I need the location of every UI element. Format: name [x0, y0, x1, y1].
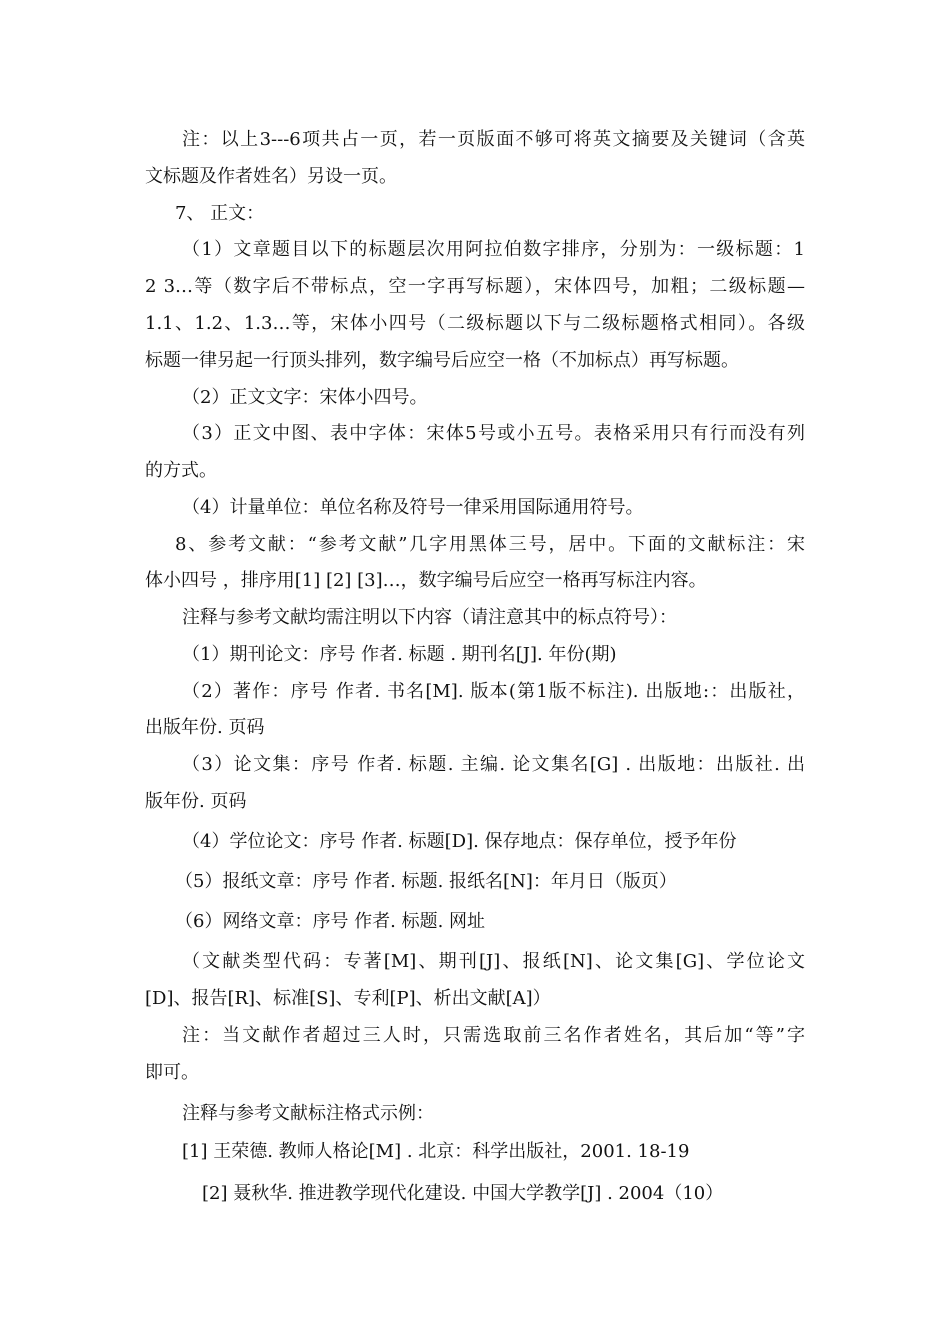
ref-intro-line: 注释与参考文献均需注明以下内容（请注意其中的标点符号）：	[182, 607, 677, 628]
item-4-line: （4）计量单位：单位名称及符号一律采用国际通用符号。	[182, 497, 644, 518]
type-codes-line-2: [D]、报告[R]、标准[S]、专利[P]、析出文献[A]）	[145, 988, 551, 1009]
item-2-line: （2）正文文字：宋体小四号。	[182, 387, 428, 408]
example-ref-1: [1] 王荣德. 教师人格论[M] . 北京：科学出版社，2001. 18-19	[182, 1141, 690, 1162]
note-line-1: 注：以上3---6项共占一页，若一页版面不够可将英文摘要及关键词（含英	[182, 129, 805, 150]
type-codes-line-1: （文献类型代码：专著[M]、期刊[J]、报纸[N]、论文集[G]、学位论文	[182, 951, 805, 972]
ref-book-line-2: 出版年份. 页码	[145, 717, 265, 738]
author-note-line-1: 注：当文献作者超过三人时，只需选取前三名作者姓名，其后加“等”字	[182, 1025, 805, 1046]
note-line-2: 文标题及作者姓名）另设一页。	[145, 166, 397, 187]
ref-collection-line-2: 版年份. 页码	[145, 791, 247, 812]
ref-thesis-line: （4）学位论文：序号 作者. 标题[D]. 保存地点：保存单位，授予年份	[182, 831, 737, 852]
item-1-line-3: 1.1、1.2、1.3…等，宋体小四号（二级标题以下与二级标题格式相同）。各级	[145, 313, 805, 334]
section-8-line-2: 体小四号 ，排序用[1] [2] [3]…，数字编号后应空一格再写标注内容。	[145, 570, 707, 591]
section-7-heading: 7、 正文：	[175, 203, 265, 224]
ref-book-line-1: （2）著作：序号 作者. 书名[M]. 版本(第1版不标注). 出版地:：出版社，	[182, 681, 805, 702]
ref-web-line: （6）网络文章：序号 作者. 标题. 网址	[175, 911, 486, 932]
item-3-line-1: （3）正文中图、表中字体：宋体5号或小五号。表格采用只有行而没有列	[182, 423, 805, 444]
author-note-line-2: 即可。	[145, 1062, 199, 1083]
item-1-line-1: （1）文章题目以下的标题层次用阿拉伯数字排序，分别为：一级标题：1	[182, 239, 805, 260]
item-1-line-4: 标题一律另起一行顶头排列，数字编号后应空一格（不加标点）再写标题。	[145, 350, 739, 371]
section-8-line-1: 8、参考文献：“参考文献”几字用黑体三号，居中。下面的文献标注：宋	[175, 534, 805, 555]
ref-journal-line: （1）期刊论文：序号 作者. 标题 . 期刊名[J]. 年份(期)	[182, 644, 617, 665]
item-1-line-2: 2 3…等（数字后不带标点，空一字再写标题），宋体四号，加粗；二级标题—	[145, 276, 805, 297]
ref-collection-line-1: （3）论文集：序号 作者. 标题. 主编. 论文集名[G] . 出版地：出版社. 出	[182, 754, 805, 775]
item-3-line-2: 的方式。	[145, 460, 217, 481]
ref-newspaper-line: （5）报纸文章：序号 作者. 标题. 报纸名[N]：年月日（版页）	[175, 871, 677, 892]
example-heading: 注释与参考文献标注格式示例：	[182, 1103, 434, 1124]
example-ref-2: [2] 聂秋华. 推进教学现代化建设. 中国大学教学[J] . 2004（10）	[202, 1183, 724, 1204]
